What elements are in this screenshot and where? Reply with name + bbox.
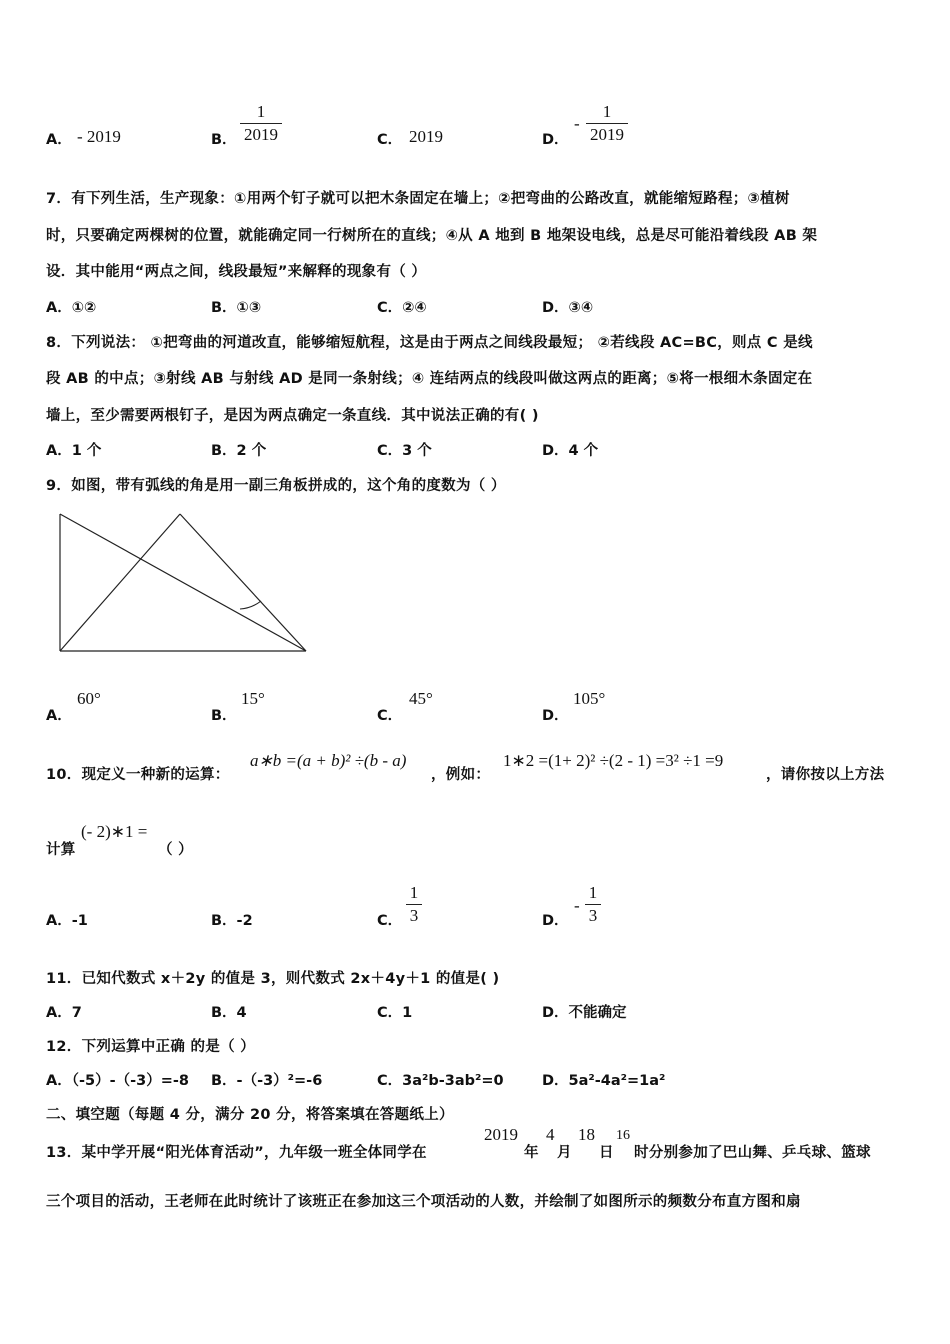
q10-expression: (- 2)∗1 = (81, 822, 148, 841)
q10-option-a: A．-1 (46, 913, 88, 929)
q8-option-d: D．4 个 (542, 443, 599, 459)
fraction-bar (240, 123, 282, 124)
q13-year-unit: 年 (524, 1145, 539, 1161)
q7-option-c: C．②④ (377, 300, 427, 316)
q8-option-b: B．2 个 (211, 443, 267, 459)
fraction-bar (586, 123, 628, 124)
fraction-bar (406, 904, 422, 905)
q10-example: 1∗2 =(1+ 2)² ÷(2 - 1) =3² ÷1 =9 (503, 751, 724, 770)
fraction-numerator: 1 (588, 883, 598, 902)
q10-stem-mid: ，例如： (431, 767, 491, 783)
figure-side-b (60, 514, 180, 651)
fraction-numerator: 1 (256, 102, 266, 121)
triangle-set-figure (50, 508, 314, 658)
q10-option-c-label: C． (377, 913, 403, 929)
q12-stem: 12．下列运算中正确 的是（ ） (46, 1039, 256, 1055)
q10-definition: a∗b =(a + b)² ÷(b - a) (250, 751, 407, 770)
q11-stem: 11．已知代数式 x＋2y 的值是 3，则代数式 2x＋4y＋1 的值是( ) (46, 971, 500, 987)
fraction-denominator: 2019 (590, 125, 624, 144)
q9-option-a-value: 60° (77, 689, 101, 708)
q6-option-b-label: B． (211, 132, 237, 148)
angle-arc (240, 601, 261, 609)
q11-option-a: A．7 (46, 1005, 82, 1021)
figure-side-c (180, 514, 306, 651)
q9-option-b-value: 15° (241, 689, 265, 708)
q13-year: 2019 (484, 1125, 518, 1144)
q10-option-b: B．-2 (211, 913, 253, 929)
q7-line-2: 时，只要确定两棵树的位置，就能确定同一行树所在的直线；④从 A 地到 B 地架设电线，总是尽可能沿着线段 AB 架 (46, 228, 818, 244)
q6-option-d-label: D． (542, 132, 569, 148)
q7-option-d: D．③④ (542, 300, 594, 316)
q9-option-c-value: 45° (409, 689, 433, 708)
q6-option-c-value: 2019 (409, 127, 443, 146)
q7-line-1: 7．有下列生活，生产现象：①用两个钉子就可以把木条固定在墙上；②把弯曲的公路改直，就能缩短路程；③植树 (46, 191, 790, 207)
q9-stem: 9．如图，带有弧线的角是用一副三角板拼成的，这个角的度数为（ ） (46, 478, 506, 494)
q7-option-b: B．①③ (211, 300, 262, 316)
q10-line2-pre: 计算 (46, 842, 76, 858)
q13-day: 18 (578, 1125, 595, 1144)
q13-month: 4 (546, 1125, 555, 1144)
q10-line2-post: （ ） (158, 842, 193, 858)
q12-option-a: A．（-5）-（-3）=-8 (46, 1073, 189, 1089)
q10-option-d-label: D． (542, 913, 569, 929)
q8-line-3: 墙上，至少需要两根钉子，是因为两点确定一条直线．其中说法正确的有( ) (46, 408, 539, 424)
q13-line-2: 三个项目的活动，王老师在此时统计了该班正在参加这三个项活动的人数，并绘制了如图所示的频数分布直方图和扇 (46, 1194, 801, 1210)
q6-option-a-value: - 2019 (77, 127, 121, 146)
q9-option-c-label: C． (377, 708, 403, 724)
q13-month-unit: 月 (557, 1145, 572, 1161)
q9-option-a-label: A． (46, 708, 72, 724)
fraction-numerator: 1 (602, 102, 612, 121)
q9-option-d-label: D． (542, 708, 569, 724)
q11-option-d: D．不能确定 (542, 1005, 627, 1021)
q13-hour: 16 (616, 1128, 630, 1143)
q10-option-d-sign: - (574, 896, 580, 915)
q6-option-d-sign: - (574, 114, 580, 133)
q13-day-unit: 日 (599, 1145, 614, 1161)
q12-option-d: D．5a²-4a²=1a² (542, 1073, 666, 1089)
q7-line-3: 设．其中能用“两点之间，线段最短”来解释的现象有（ ） (46, 264, 427, 280)
fraction-denominator: 2019 (244, 125, 278, 144)
q12-option-b: B．-（-3）²=-6 (211, 1073, 323, 1089)
q13-stem-pre: 13．某中学开展“阳光体育活动”，九年级一班全体同学在 (46, 1145, 427, 1161)
fraction-bar (585, 904, 601, 905)
q10-stem-post: ，请你按以上方法 (766, 767, 885, 783)
figure-hypotenuse-a (60, 514, 306, 651)
section-2-title: 二、填空题（每题 4 分，满分 20 分，将答案填在答题纸上） (46, 1107, 454, 1123)
fraction-denominator: 3 (588, 906, 598, 925)
q8-line-2: 段 AB 的中点；③射线 AB 与射线 AD 是同一条射线；④ 连结两点的线段叫做这两点的距离；⑤将一根细木条固定在 (46, 371, 813, 387)
q9-option-b-label: B． (211, 708, 237, 724)
q6-option-c-label: C． (377, 132, 403, 148)
q6-option-a-label: A． (46, 132, 72, 148)
q6-option-d-fraction (586, 102, 628, 145)
q11-option-c: C．1 (377, 1005, 413, 1021)
q11-option-b: B．4 (211, 1005, 247, 1021)
q8-option-a: A．1 个 (46, 443, 102, 459)
q12-option-c: C．3a²b-3ab²=0 (377, 1073, 504, 1089)
q13-stem-post: 时分别参加了巴山舞、乒乓球、篮球 (634, 1145, 871, 1161)
q10-stem-pre: 10．现定义一种新的运算： (46, 767, 230, 783)
q6-option-b-fraction (240, 102, 282, 145)
q10-option-d-fraction (585, 883, 601, 926)
q9-option-d-value: 105° (573, 689, 606, 708)
q7-option-a: A．①② (46, 300, 97, 316)
q10-option-c-fraction (406, 883, 422, 926)
q8-line-1: 8．下列说法： ①把弯曲的河道改直，能够缩短航程，这是由于两点之间线段最短； ②若线段 AC=BC，则点 C 是线 (46, 335, 813, 351)
q8-option-c: C．3 个 (377, 443, 432, 459)
fraction-numerator: 1 (409, 883, 419, 902)
fraction-denominator: 3 (409, 906, 419, 925)
